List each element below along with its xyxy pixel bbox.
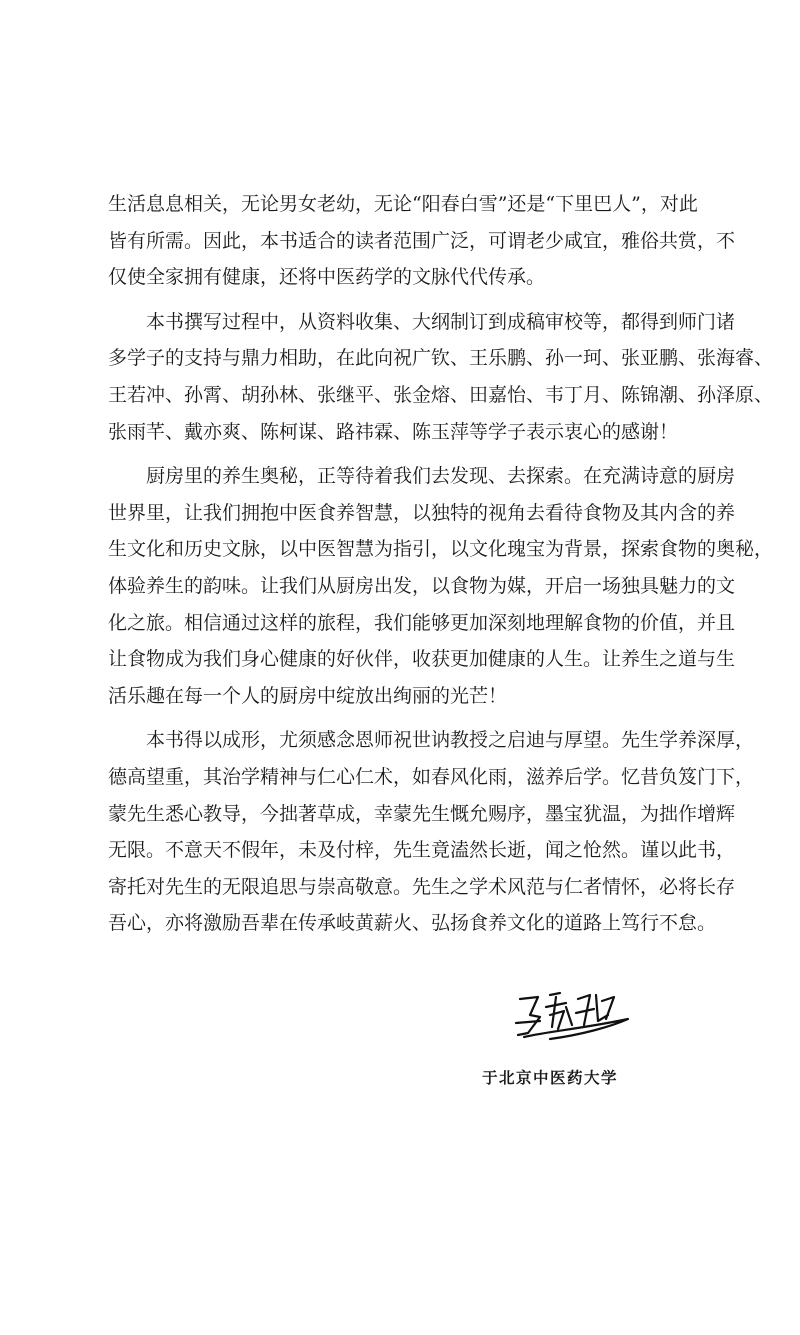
text-line: 皆有所需。因此，本书适合的读者范围广泛，可谓老少咸宜，雅俗共赏，不 [108, 229, 736, 252]
text-line: 德高望重，其治学精神与仁心仁术，如春风化雨，滋养后学。忆昔负笈门下， [108, 765, 755, 788]
text-line: 本书撰写过程中，从资料收集、大纲制订到成稿审校等，都得到师门诸 [146, 310, 736, 333]
text-line: 寄托对先生的无限追思与崇高敬意。先生之学术风范与仁者情怀，必将长存 [108, 875, 736, 898]
paragraph-2 [108, 304, 774, 450]
text-line: 化之旅。相信通过这样的旅程，我们能够更加深刻地理解食物的价值，并且 [108, 611, 736, 634]
text-line: 厨房里的养生奥秘，正等待着我们去发现、去探索。在充满诗意的厨房 [146, 465, 736, 488]
text-line: 活乐趣在每一个人的厨房中绽放出绚丽的光芒！ [108, 684, 508, 707]
text-line: 仅使全家拥有健康，还将中医药学的文脉代代传承。 [108, 266, 546, 289]
text-line: 本书得以成形，尤须感念恩师祝世讷教授之启迪与厚望。先生学养深厚， [146, 729, 755, 752]
body-text [108, 186, 774, 942]
paragraph-4 [108, 722, 755, 942]
text-line: 无限。不意天不假年，未及付梓，先生竟溘然长逝，闻之怆然。谨以此书， [108, 839, 736, 862]
handwritten-signature [510, 985, 640, 1045]
text-line: 体验养生的韵味。让我们从厨房出发，以食物为媒，开启一场独具魅力的文 [108, 574, 736, 597]
signature-affiliation: 于北京中医药大学 [482, 1068, 619, 1087]
text-line: 生文化和历史文脉，以中医智慧为指引，以文化瑰宝为背景，探索食物的奥秘， [108, 538, 774, 561]
text-line: 张雨芊、戴亦爽、陈柯谋、路祎霖、陈玉萍等学子表示衷心的感谢！ [108, 420, 679, 443]
text-line: 王若冲、孙霄、胡孙林、张继平、张金熔、田嘉怡、韦丁月、陈锦潮、孙泽原、 [108, 383, 774, 406]
text-line: 世界里，让我们拥抱中医食养智慧，以独特的视角去看待食物及其内含的养 [108, 501, 736, 524]
text-line: 让食物成为我们身心健康的好伙伴，收获更加健康的人生。让养生之道与生 [108, 648, 736, 671]
text-line: 生活息息相关，无论男女老幼，无论“阳春白雪”还是“下里巴人”，对此 [108, 193, 698, 215]
text-line: 吾心，亦将激励吾辈在传承岐黄薪火、弘扬食养文化的道路上笃行不怠。 [108, 912, 717, 935]
text-line: 蒙先生悉心教导，今拙著草成，幸蒙先生慨允赐序，墨宝犹温，为拙作增辉 [108, 802, 736, 825]
paragraph-1 [108, 186, 736, 296]
text-line: 多学子的支持与鼎力相助，在此向祝广钦、王乐鹏、孙一珂、张亚鹏、张海睿、 [108, 347, 774, 370]
paragraph-3 [108, 458, 774, 714]
